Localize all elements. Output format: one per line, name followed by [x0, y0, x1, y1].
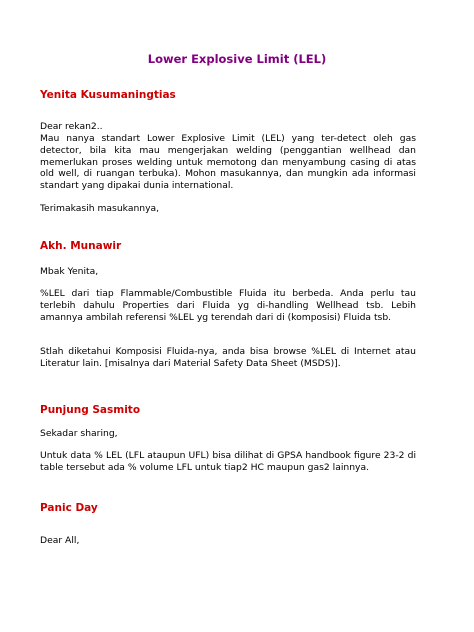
post-author — [40, 240, 416, 252]
greeting-text: Sekadar sharing, — [40, 428, 118, 439]
post-author — [40, 502, 416, 514]
post-paragraph — [40, 428, 416, 440]
body-text: %LEL dari tiap Flammable/Combustible Fluida itu berbeda. Anda perlu tau terlebih dahulu Properties dari Fluida yg di-handling Wellhead tsb. Lebih amannya ambilah referensi %LEL yg terendah dari di (komposisi) Fluida tsb. — [40, 288, 416, 323]
author-name: Punjung Sasmito — [40, 404, 141, 416]
greeting-text: Dear All, — [40, 535, 80, 546]
document-title: Lower Explosive Limit (LEL) — [147, 52, 327, 66]
post-author — [40, 404, 416, 416]
post-paragraph — [40, 266, 416, 278]
post-paragraph — [40, 203, 416, 215]
post-paragraph — [40, 121, 416, 133]
greeting-text: Dear rekan2.. — [40, 121, 103, 132]
body-text: Untuk data % LEL (LFL ataupun UFL) bisa dilihat di GPSA handbook figure 23-2 di table tersebut ada % volume LFL untuk tiap2 HC maupun gas2 lainnya. — [40, 450, 416, 473]
closing-text: Terimakasih masukannya, — [40, 203, 160, 214]
post-paragraph — [40, 133, 416, 192]
post-paragraph — [40, 346, 416, 370]
post-paragraph — [40, 450, 416, 474]
post-author — [40, 89, 416, 101]
author-name: Yenita Kusumaningtias — [40, 89, 176, 101]
post-paragraph — [40, 288, 416, 323]
body-text: Mau nanya standart Lower Explosive Limit (LEL) yang ter-detect oleh gas detector, bila kita mau mengerjakan welding (penggantian wellhead dan memerlukan proses welding untuk memotong dan menyambung casing di atas old well, di ruangan terbuka). Mohon masukannya, dan mungkin ada informasi standart yang dipakai dunia international. — [40, 133, 416, 192]
post-paragraph — [40, 535, 416, 547]
greeting-text: Mbak Yenita, — [40, 266, 99, 277]
body-text: Stlah diketahui Komposisi Fluida-nya, anda bisa browse %LEL di Internet atau Literatur lain. [misalnya dari Material Safety Data Sheet (MSDS)]. — [40, 346, 416, 369]
author-name: Panic Day — [40, 502, 98, 514]
author-name: Akh. Munawir — [40, 240, 122, 252]
